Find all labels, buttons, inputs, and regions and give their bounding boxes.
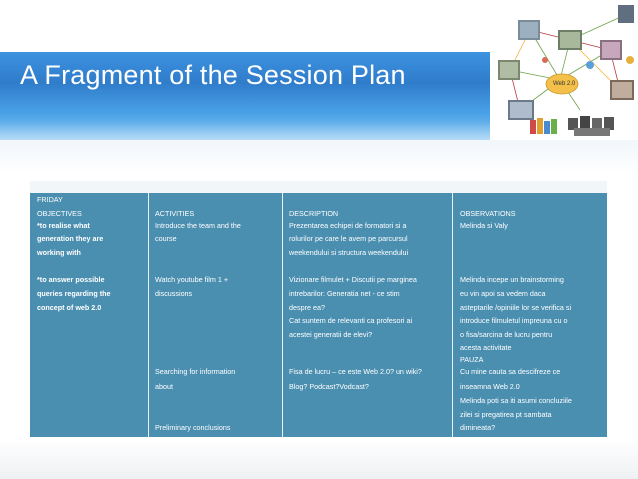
objective-1-line-2: generation they are (37, 234, 104, 243)
description-1-line-2: rolurilor pe care le avem pe parcursul (289, 234, 408, 243)
description-2-line-2: intrebarilor: Generatia net - ce stim (289, 289, 400, 298)
observation-2-line-11: zilei si pregatirea pt sambata (460, 410, 552, 419)
description-2-line-5: acestei generatii de elevi? (289, 330, 373, 339)
activity-3-line-1: Searching for information (155, 367, 236, 376)
observations-header: OBSERVATIONS (460, 209, 516, 218)
activities-header: ACTIVITIES (155, 209, 195, 218)
description-1-line-1: Prezentarea echipei de formatori si a (289, 221, 407, 230)
objective-2-line-3: concept of web 2.0 (37, 303, 102, 312)
observation-2-line-10: Melinda poti sa iti asumi concluziile (460, 396, 572, 405)
description-2-line-4: Cat suntem de relevanti ca profesori ai (289, 316, 413, 325)
day-label: FRIDAY (37, 195, 63, 204)
observation-2-line-8: Cu mine cauta sa descifreze ce (460, 367, 561, 376)
collage-graphic (490, 0, 638, 150)
description-3-line-2: Blog? Podcast?Vodcast? (289, 382, 369, 391)
observation-2-line-5: o fisa/sarcina de lucru pentru (460, 330, 553, 339)
table-header-strip (30, 181, 607, 193)
observation-2-line-2: eu vin apoi sa vedem daca (460, 289, 546, 298)
column-divider (452, 193, 453, 437)
activity-3-line-2: about (155, 382, 173, 391)
description-header: DESCRIPTION (289, 209, 339, 218)
activity-1-line-1: Introduce the team and the (155, 221, 241, 230)
description-2-line-3: despre ea? (289, 303, 325, 312)
observation-2-line-9: inseamna Web 2.0 (460, 382, 520, 391)
activity-1-line-2: course (155, 234, 177, 243)
objectives-header: OBJECTIVES (37, 209, 82, 218)
web2-label: Web 2.0 (553, 81, 576, 87)
description-3-line-1: Fisa de lucru – ce este Web 2.0? un wiki? (289, 367, 422, 376)
observation-2-line-4: introduce filmuletul impreuna cu o (460, 316, 568, 325)
column-divider (148, 193, 149, 437)
column-divider (282, 193, 283, 437)
activity-2-line-1: Watch youtube film 1 + (155, 275, 229, 284)
description-2-line-1: Vizionare filmulet + Discutii pe marginea (289, 275, 417, 284)
observation-2-line-6: acesta activitate (460, 343, 512, 352)
observation-2-line-1: Melinda incepe un brainstorming (460, 275, 564, 284)
objective-2-line-1: *to answer possible (37, 275, 105, 284)
background-shade (0, 440, 638, 479)
activity-4-line-1: Preliminary conclusions (155, 423, 231, 432)
observation-2-line-12: dimineata? (460, 423, 496, 432)
description-1-line-3: weekendului si structura weekendului (289, 248, 409, 257)
session-plan-table (30, 181, 607, 437)
objective-2-line-2: queries regarding the (37, 289, 111, 298)
activity-2-line-2: discussions (155, 289, 193, 298)
objective-1-line-1: *to realise what (37, 221, 90, 230)
photo-collage (490, 0, 638, 150)
observation-2-line-3: asteptarile /opiniile lor se verifica si (460, 303, 572, 312)
observation-2-line-7: PAUZA (460, 355, 484, 364)
objective-1-line-3: working with (37, 248, 81, 257)
slide-title: A Fragment of the Session Plan (20, 60, 406, 90)
observation-1-line-1: Melinda si Valy (460, 221, 508, 230)
